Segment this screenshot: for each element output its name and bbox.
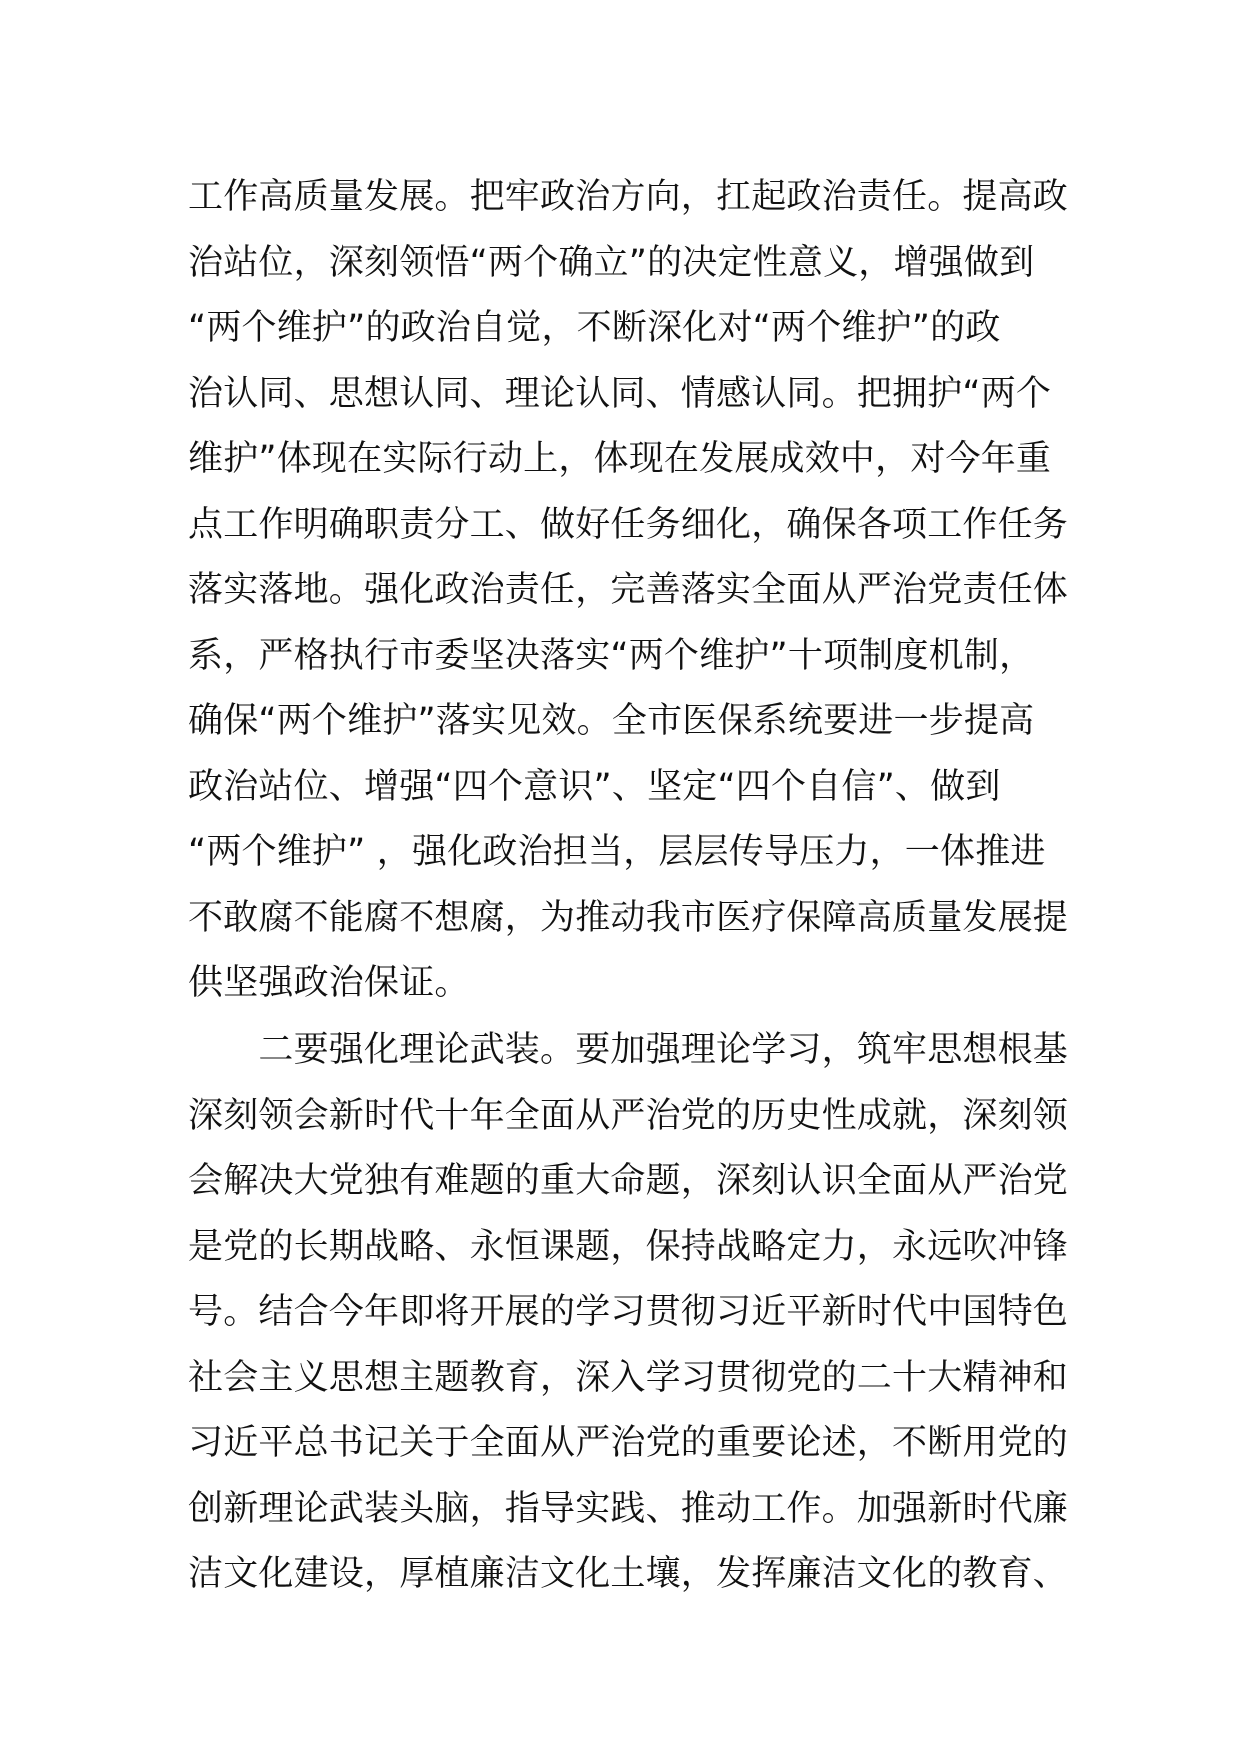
text-line: 习近平总书记关于全面从严治党的重要论述，不断用党的	[188, 1423, 1069, 1463]
text-line: 政治站位、增强“四个意识”、坚定“四个自信”、做到	[188, 766, 1001, 807]
text-line: 创新理论武装头脑，指导实践、推动工作。加强新时代廉	[188, 1488, 1069, 1529]
text-line: 点工作明确职责分工、做好任务细化，确保各项工作任务	[188, 504, 1069, 545]
text-line: 社会主义思想主题教育，深入学习贯彻党的二十大精神和	[188, 1357, 1069, 1398]
text-line: 会解决大党独有难题的重大命题，深刻认识全面从严治党	[188, 1161, 1069, 1201]
text-line: 二要强化理论武装。要加强理论学习，筑牢思想根基	[188, 1030, 1069, 1070]
text-line: 不敢腐不能腐不想腐，为推动我市医疗保障高质量发展提	[188, 897, 1069, 938]
text-line: 维护”体现在实际行动上，体现在发展成效中，对今年重	[188, 439, 1052, 479]
text-line: 号。结合今年即将开展的学习贯彻习近平新时代中国特色	[188, 1292, 1069, 1332]
paragraph-1	[188, 165, 1068, 1017]
text-line: 确保“两个维护”落实见效。全市医保系统要进一步提高	[188, 701, 1035, 741]
text-line: 治认同、思想认同、理论认同、情感认同。把拥护“两个	[188, 373, 1052, 414]
text-line: 治站位，深刻领悟“两个确立”的决定性意义，增强做到	[188, 242, 1035, 283]
text-line: 洁文化建设，厚植廉洁文化土壤，发挥廉洁文化的教育、	[188, 1554, 1069, 1594]
text-line: 工作高质量发展。把牢政治方向，扛起政治责任。提高政	[188, 177, 1069, 217]
text-line: “两个维护” ，强化政治担当，层层传导压力，一体推进	[188, 832, 1046, 872]
text-line: 是党的长期战略、永恒课题，保持战略定力，永远吹冲锋	[188, 1226, 1069, 1267]
text-line: 落实落地。强化政治责任，完善落实全面从严治党责任体	[188, 570, 1069, 610]
text-line: 供坚强政治保证。	[188, 963, 470, 1003]
text-line: 深刻领会新时代十年全面从严治党的历史性成就，深刻领	[188, 1095, 1069, 1136]
text-line: 系，严格执行市委坚决落实“两个维护”十项制度机制，	[188, 635, 1035, 676]
paragraph-2	[188, 1018, 1068, 1608]
text-line: “两个维护”的政治自觉，不断深化对“两个维护”的政	[188, 308, 1001, 348]
